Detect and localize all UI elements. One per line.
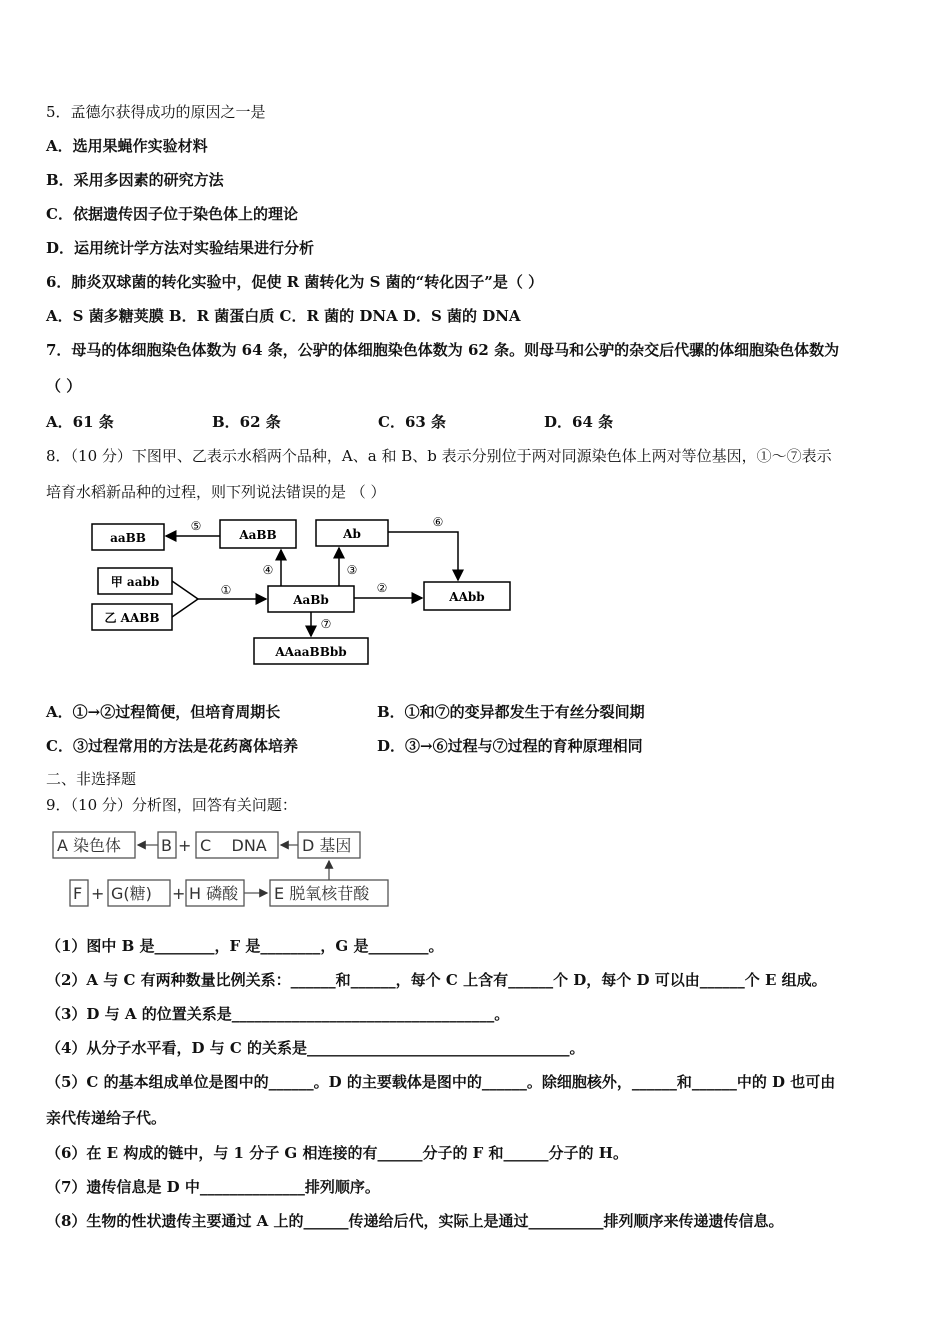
process-3-label: ③ [346, 563, 358, 577]
q7-option-c: C．63 条 [378, 413, 447, 431]
node-f: F [73, 884, 83, 903]
box-AAaaBBbb-label: AAaaBBbb [275, 645, 347, 659]
q7-stem: 7．母马的体细胞染色体数为 64 条，公驴的体细胞染色体数为 62 条。则母马和公驴的杂交后代骡的体细胞染色体数为 [46, 341, 840, 359]
q8-options-row1 [46, 702, 645, 722]
q9-question-2: （2）A 与 C 有两种数量比例关系：______和______，每个 C 上含有______个 D，每个 D 可以由______个 E 组成。 [46, 971, 827, 989]
box-AaBb-label: AaBb [293, 593, 329, 607]
q8-option-a: A．①→②过程简便，但培育周期长 [46, 703, 281, 721]
q8-option-b: B．①和⑦的变异都发生于有丝分裂间期 [377, 703, 645, 721]
box-yi-label: 乙 AABB [104, 611, 160, 625]
box-Ab-label: Ab [343, 527, 361, 541]
process-6-label: ⑥ [432, 515, 444, 529]
q5-stem: 5．孟德尔获得成功的原因之一是 [46, 103, 266, 121]
q9-question-6: （6）在 E 构成的链中，与 1 分子 G 相连接的有______分子的 F 和______分子的 H。 [46, 1144, 628, 1162]
box-jia-label: 甲 aabb [110, 575, 160, 589]
q5-option-b: B．采用多因素的研究方法 [46, 171, 224, 189]
q9-stem: 9．（10 分）分析图，回答有关问题： [46, 796, 297, 814]
box-AaBB-label: AaBB [239, 528, 277, 542]
node-g-sugar: G(糖) [111, 884, 152, 903]
q8-stem-cont: 培育水稻新品种的过程，则下列说法错误的是 （ ） [46, 483, 386, 501]
q9-question-4: （4）从分子水平看，D 与 C 的关系是___________________________________。 [46, 1039, 585, 1057]
plus-sign: + [178, 836, 192, 855]
node-b: B [161, 836, 172, 855]
node-e-deoxynucleotide: E 脱氧核苷酸 [274, 884, 370, 903]
q7-option-a: A．61 条 [46, 413, 114, 431]
node-d-gene: D 基因 [302, 836, 352, 855]
q9-question-7: （7）遗传信息是 D 中______________排列顺序。 [46, 1178, 380, 1196]
q7-options [46, 412, 613, 432]
box-aaBB-label: aaBB [110, 531, 146, 545]
box-AAbb-label: AAbb [449, 590, 485, 604]
section-heading: 二、非选择题 [46, 770, 137, 788]
q6-stem: 6．肺炎双球菌的转化实验中，促使 R 菌转化为 S 菌的“转化因子”是（ ） [46, 273, 544, 291]
plus-sign: + [91, 884, 105, 903]
q9-question-5: （5）C 的基本组成单位是图中的______。D 的主要载体是图中的______。除细胞核外，______和______中的 D 也可由 [46, 1073, 836, 1091]
q5-option-a: A．选用果蝇作实验材料 [46, 137, 208, 155]
process-2-label: ② [376, 581, 388, 595]
q8-options-row2 [46, 736, 643, 756]
breeding-diagram [80, 512, 520, 672]
plus-sign: + [172, 884, 186, 903]
node-c-dna: C DNA [200, 836, 267, 855]
q7-option-d: D．64 条 [544, 413, 614, 431]
q7-stem-cont: （ ） [46, 377, 82, 395]
q5-option-c: C．依据遗传因子位于染色体上的理论 [46, 205, 298, 223]
gene-structure-diagram [50, 826, 400, 912]
node-a-chromosome: A 染色体 [57, 836, 122, 855]
process-5-label: ⑤ [190, 519, 202, 533]
process-7-label: ⑦ [320, 617, 332, 631]
q8-option-c: C．③过程常用的方法是花药离体培养 [46, 737, 298, 755]
q5-option-d: D．运用统计学方法对实验结果进行分析 [46, 239, 315, 257]
process-4-label: ④ [262, 563, 274, 577]
q9-question-8: （8）生物的性状遗传主要通过 A 上的______传递给后代，实际上是通过__________排列顺序来传递遗传信息。 [46, 1212, 784, 1230]
process-1-label: ① [220, 583, 232, 597]
q9-question-1: （1）图中 B 是________，F 是________，G 是________。 [46, 937, 444, 955]
node-h-phosphate: H 磷酸 [189, 884, 239, 903]
q8-stem: 8．（10 分）下图甲、乙表示水稻两个品种，A、a 和 B、b 表示分别位于两对同源染色体上两对等位基因，①～⑦表示 [46, 447, 832, 465]
q6-options: A．S 菌多糖荚膜 B．R 菌蛋白质 C．R 菌的 DNA D．S 菌的 DNA [46, 307, 521, 325]
q9-question-5-cont: 亲代传递给子代。 [46, 1109, 167, 1127]
q9-question-3: （3）D 与 A 的位置关系是___________________________________。 [46, 1005, 510, 1023]
q8-option-d: D．③→⑥过程与⑦过程的育种原理相同 [377, 737, 643, 755]
q7-option-b: B．62 条 [212, 413, 281, 431]
